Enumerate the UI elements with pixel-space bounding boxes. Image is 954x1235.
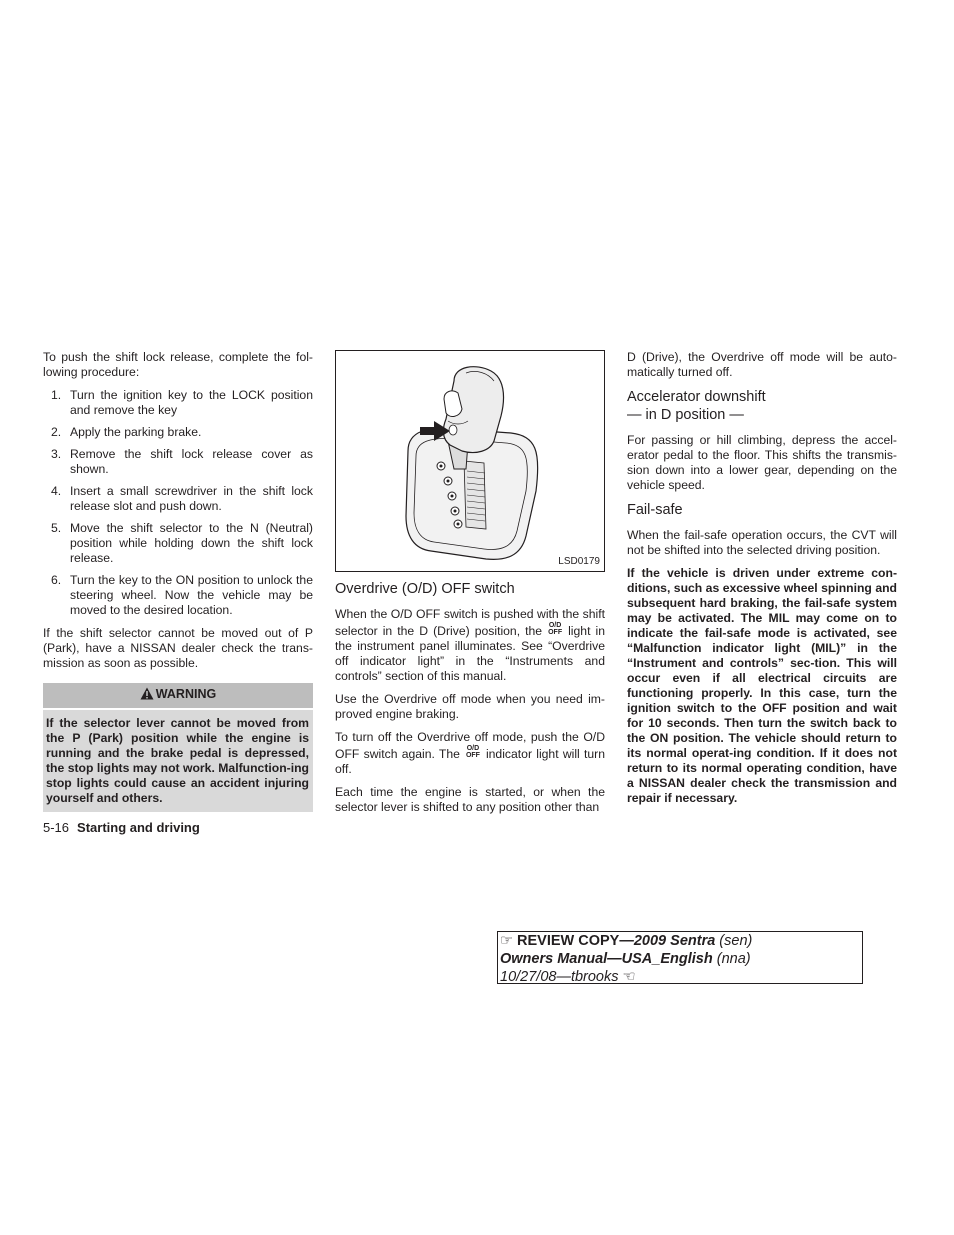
od-top-label: O/D (548, 622, 562, 629)
list-item (43, 573, 313, 618)
step-text: Move the shift selector to the N (Neutral) position while holding down the shift lock release. (70, 521, 313, 565)
step-text: Apply the parking brake. (70, 425, 202, 439)
shift-lever-illustration (336, 351, 604, 571)
step-number: 6. (51, 573, 62, 587)
warning-triangle-icon (140, 687, 154, 704)
procedure-list (43, 388, 313, 618)
accelerator-paragraph: For passing or hill climbing, depress the accel-erator pedal to the floor. This shifts the transmis-sion down into a lower gear, depending on the vehicle speed. (627, 433, 897, 492)
overdrive-paragraph-2: Use the Overdrive off mode when you need im-proved engine braking. (335, 692, 605, 721)
warning-title: WARNING (155, 687, 217, 701)
list-item (43, 484, 313, 514)
review-model: 2009 Sentra (633, 933, 716, 949)
od-off-indicator-icon (548, 622, 562, 636)
accelerator-heading-line2: — in D position — (627, 407, 744, 423)
page-footer (43, 820, 200, 835)
step-number: 1. (51, 388, 62, 402)
review-manual-code: (nna) (712, 951, 751, 967)
section-name: Starting and driving (77, 820, 200, 835)
accelerator-heading (627, 388, 897, 424)
step-number: 4. (51, 484, 62, 498)
warning-text: If the selector lever cannot be moved from the P (Park) position while the engine is running and the brake pedal is depressed, the stop lights may not work. Malfunction-ing stop lights could cause an accident injuring yourself and others. (46, 716, 309, 805)
overdrive-paragraph-3 (335, 730, 605, 777)
warning-box (43, 683, 313, 812)
step-text: Turn the ignition key to the LOCK position and remove the key (70, 388, 313, 417)
pointing-hand-left-icon: ☜ (622, 969, 636, 985)
review-line-3 (500, 968, 862, 986)
column-left (43, 350, 313, 812)
od-off-indicator-icon (466, 745, 480, 759)
overdrive-paragraph-1 (335, 607, 605, 684)
review-model-code: (sen) (715, 933, 753, 949)
review-label: REVIEW COPY— (517, 933, 634, 949)
review-line-2 (500, 950, 862, 968)
step-text: Turn the key to the ON position to unlock the steering wheel. Now the vehicle may be moved to the desired location. (70, 573, 313, 617)
overdrive-p1-a: When the O/D OFF switch is pushed with the shift selector in the D (Drive) position, the (335, 607, 605, 638)
warning-header (43, 683, 313, 710)
list-item (43, 425, 313, 440)
step-number: 5. (51, 521, 62, 535)
review-date: 10/27/08—tbrooks (500, 969, 619, 985)
drive-paragraph: D (Drive), the Overdrive off mode will be auto-matically turned off. (627, 350, 897, 379)
column-right (627, 350, 897, 814)
page-number: 5-16 (43, 820, 70, 835)
accelerator-heading-line1: Accelerator downshift (627, 389, 766, 405)
od-top-label: O/D (466, 745, 480, 752)
list-item (43, 521, 313, 566)
od-bottom-label: OFF (465, 752, 480, 759)
failsafe-paragraph-2: If the vehicle is driven under extreme con-ditions, such as excessive wheel spinning and subsequent hard braking, the fail-safe system may be activated. The MIL may come on to indicate the fail-safe mode is activated, see “Malfunction indicator light (MIL)” in the “Instrument and controls” sec-tion. This will occur even if all electrical circuits are functioning properly. In this case, turn the ignition switch to the OFF position and wait for 10 seconds. Then turn the switch back to the ON position. The vehicle should return to its normal operat-ing condition. If it does not return to its normal operating condition, have a NISSAN dealer check the transmission and repair if necessary. (627, 566, 897, 805)
overdrive-paragraph-4: Each time the engine is started, or when the selector lever is shifted to any position other than (335, 785, 605, 814)
failsafe-paragraph-1: When the fail-safe operation occurs, the CVT will not be shifted into the selected driving position. (627, 528, 897, 557)
dealer-paragraph: If the shift selector cannot be moved out of P (Park), have a NISSAN dealer check the trans-mission as soon as possible. (43, 626, 313, 670)
overdrive-p3-a: To turn off the Overdrive off mode, push the O/D OFF switch again. The (335, 730, 605, 761)
step-number: 3. (51, 447, 62, 461)
list-item (43, 447, 313, 477)
od-bottom-label: OFF (548, 629, 563, 636)
figure-label: LSD0179 (558, 556, 600, 567)
step-number: 2. (51, 425, 62, 439)
list-item (43, 388, 313, 418)
overdrive-p1-b: light in the instrument panel illuminates. See “Overdrive off indicator light” in the “Instruments and controls” section of this manual. (335, 624, 605, 683)
column-middle (335, 350, 605, 823)
step-text: Insert a small screwdriver in the shift lock release slot and push down. (70, 484, 313, 513)
review-manual: Owners Manual—USA_English (500, 951, 713, 967)
pointing-hand-right-icon: ☞ (500, 933, 513, 949)
review-copy-box (497, 931, 863, 984)
intro-paragraph: To push the shift lock release, complete the fol-lowing procedure: (43, 350, 313, 379)
step-text: Remove the shift lock release cover as shown. (70, 447, 313, 476)
failsafe-heading: Fail-safe (627, 502, 683, 518)
review-line-1 (500, 932, 862, 950)
overdrive-heading: Overdrive (O/D) OFF switch (335, 581, 515, 597)
overdrive-p3-b: indicator light will turn off. (335, 747, 605, 776)
shift-selector-figure (335, 350, 605, 572)
